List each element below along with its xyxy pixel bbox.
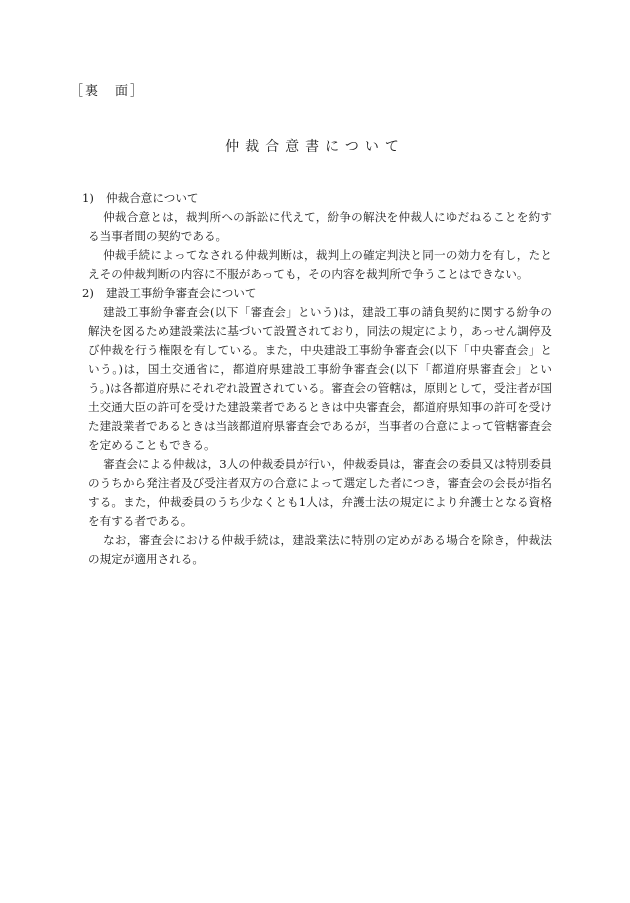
section-heading-2 — [82, 284, 552, 303]
section-number: 2) — [82, 286, 94, 300]
paragraph: 審査会による仲裁は，3人の仲裁委員が行い，仲裁委員は，審査会の委員又は特別委員のうちから発注者及び受注者双方の合意によって選定した者につき，審査会の会長が指名する。また，仲裁委員のうち少なくとも1人は，弁護士法の規定により弁護士となる資格を有する者である。 — [88, 457, 552, 528]
paragraph: なお，審査会における仲裁手続は，建設業法に特別の定めがある場合を除き，仲裁法の規定が適用される。 — [88, 533, 552, 566]
paragraph: 仲裁合意とは，裁判所への訴訟に代えて，紛争の解決を仲裁人にゆだねることを約する当事者間の契約である。 — [88, 210, 552, 243]
paragraph: 建設工事紛争審査会(以下「審査会」という)は，建設工事の請負契約に関する紛争の解決を図るため建設業法に基づいて設置されており，同法の規定により，あっせん調停及び仲裁を行う権限を有している。また，中央建設工事紛争審査会(以下「中央審査会」という。)は，国土交通省に，都道府県建設工事紛争審査会(以下「都道府県審査会」という。)は各都道府県にそれぞれ設置されている。審査会の管轄は，原則として，受注者が国土交通大臣の許可を受けた建設業者であるときは中央審査会，都道府県知事の許可を受けた建設業者であるときは当該都道府県審査会であるが，当事者の合意によって管轄審査会を定めることもできる。 — [88, 305, 552, 452]
section-heading-1 — [82, 189, 552, 208]
page-label: ［裏 面］ — [70, 84, 146, 99]
document-title: 仲裁合意書について — [225, 139, 405, 155]
section-number: 1) — [82, 191, 94, 205]
document-body — [82, 189, 552, 569]
paragraph: 仲裁手続によってなされる仲裁判断は，裁判上の確定判決と同一の効力を有し，たとえその仲裁判断の内容に不服があっても，その内容を裁判所で争うことはできない。 — [88, 248, 552, 281]
section-title: 仲裁合意について — [106, 191, 199, 205]
section-title: 建設工事紛争審査会について — [106, 286, 257, 300]
